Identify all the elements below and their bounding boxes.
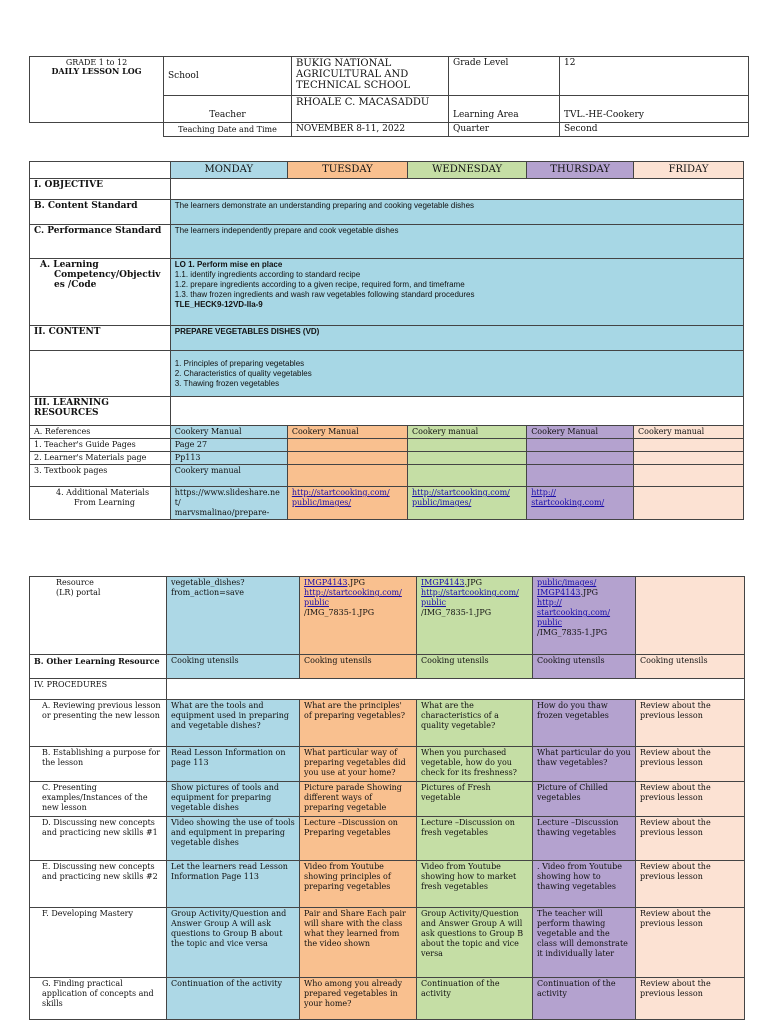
competency-cell	[170, 259, 743, 326]
lr-wed-link1[interactable]: IMGP4143	[421, 578, 465, 587]
procedure-e-wednesday: Video from Youtube showing how to market fresh vegetables	[417, 861, 533, 908]
procedure-f-tuesday: Pair and Share Each pair will share with the class what they learned from the video shown	[300, 908, 417, 978]
objective-label: I. OBJECTIVE	[30, 179, 171, 200]
lr-tue-line4: /IMG_7835-1.JPG	[304, 608, 375, 617]
area-value: TVL.-HE-Cookery	[560, 96, 749, 123]
procedure-g-friday: Review about the previous lesson	[636, 978, 745, 1020]
procedure-c-tuesday: Picture parade Showing different ways of preparing vegetable	[300, 782, 417, 817]
procedure-f-friday: Review about the previous lesson	[636, 908, 745, 978]
competency-code: TLE_HECK9-12VD-IIa-9	[174, 300, 263, 309]
procedure-g-wednesday: Continuation of the activity	[417, 978, 533, 1020]
grade-label: Grade Level	[449, 57, 560, 96]
tb-label: 3. Textbook pages	[30, 465, 171, 487]
procedure-b-thursday: What particular do you thaw vegetables?	[533, 747, 636, 782]
content-1: 1. Principles of preparing vegetables	[174, 358, 305, 368]
lr-label-2: (LR) portal	[56, 588, 101, 597]
school-value: BUKIG NATIONAL AGRICULTURAL AND TECHNICAL SCHOOL	[292, 57, 449, 96]
competency-3: 1.3. thaw frozen ingredients and wash raw vegetables following standard procedures	[174, 290, 475, 299]
lr-monday	[167, 577, 300, 655]
lr-wed-link3[interactable]: public	[421, 598, 446, 607]
procedure-e-thursday: . Video from Youtube showing how to thawing vegetables	[533, 861, 636, 908]
additional-wednesday	[408, 487, 527, 520]
lr-thu-link5[interactable]: public	[537, 618, 562, 627]
table-row	[30, 817, 745, 861]
additional-mon-line1: https://www.slideshare.net/	[174, 488, 280, 507]
procedure-a-thursday: How do you thaw frozen vegetables	[533, 700, 636, 747]
procedure-b-friday: Review about the previous lesson	[636, 747, 745, 782]
competency-label-text: A. Learning Competency/Objectives /Code	[40, 260, 161, 290]
lr-mon-line1: vegetable_dishes?	[171, 578, 245, 587]
other-wednesday: Cooking utensils	[417, 655, 533, 679]
day-wednesday: WEDNESDAY	[408, 162, 527, 179]
procedure-e-label: E. Discussing new concepts and practicing new skills #2	[30, 861, 167, 908]
additional-label-2: From Learning	[74, 498, 135, 507]
day-friday: FRIDAY	[634, 162, 744, 179]
content-title: PREPARE VEGETABLES DISHES (VD)	[170, 326, 743, 351]
procedures-label: IV. PROCEDURES	[30, 679, 167, 700]
procedure-b-label: B. Establishing a purpose for the lesson	[30, 747, 167, 782]
procedure-e-tuesday: Video from Youtube showing principles of preparing vegetables	[300, 861, 417, 908]
procedure-c-friday: Review about the previous lesson	[636, 782, 745, 817]
lr-thu-line6: /IMG_7835-1.JPG	[537, 628, 608, 637]
date-value: NOVEMBER 8-11, 2022	[292, 123, 449, 137]
reference-thursday: Cookery Manual	[527, 426, 634, 439]
content-2: 2. Characteristics of quality vegetables	[174, 368, 312, 378]
procedure-a-label: A. Reviewing previous lesson or presenting the new lesson	[30, 700, 167, 747]
log-title-2: DAILY LESSON LOG	[51, 66, 142, 76]
log-title-cell	[30, 57, 164, 123]
procedure-f-label: F. Developing Mastery	[30, 908, 167, 978]
lr-label-1: Resource	[56, 578, 94, 587]
lr-tue-ext1: .JPG	[347, 578, 366, 587]
header-table	[29, 56, 749, 137]
procedure-d-friday: Review about the previous lesson	[636, 817, 745, 861]
lr-tuesday	[300, 577, 417, 655]
competency-title: LO 1. Perform mise en place	[174, 260, 283, 269]
additional-tuesday	[287, 487, 407, 520]
procedure-d-monday: Video showing the use of tools and equipment in preparing vegetable dishes	[167, 817, 300, 861]
lr-thu-link2[interactable]: IMGP4143	[537, 588, 581, 597]
lr-wed-link2[interactable]: http://startcooking.com/	[421, 588, 519, 597]
content-label: II. CONTENT	[30, 326, 171, 351]
procedure-a-friday: Review about the previous lesson	[636, 700, 745, 747]
day-tuesday: TUESDAY	[287, 162, 407, 179]
lr-wed-line4: /IMG_7835-1.JPG	[421, 608, 492, 617]
quarter-value: Second	[560, 123, 749, 137]
procedure-e-friday: Review about the previous lesson	[636, 861, 745, 908]
additional-tue-link1[interactable]: http://startcooking.com/	[291, 488, 390, 497]
procedure-d-wednesday: Lecture –Discussion on fresh vegetables	[417, 817, 533, 861]
reference-monday: Cookery Manual	[170, 426, 287, 439]
tg-label: 1. Teacher's Guide Pages	[30, 439, 171, 452]
content-list	[170, 351, 743, 397]
table-row	[30, 700, 745, 747]
lr-wed-ext1: .JPG	[464, 578, 483, 587]
day-monday: MONDAY	[170, 162, 287, 179]
procedure-d-tuesday: Lecture –Discussion on Preparing vegetables	[300, 817, 417, 861]
lesson-table-page2	[29, 576, 745, 1020]
lr-thu-ext2: .JPG	[580, 588, 599, 597]
lr-thu-link4[interactable]: startcooking.com/	[537, 608, 611, 617]
competency-1: 1.1. identify ingredients according to standard recipe	[174, 270, 361, 279]
lesson-table-page1	[29, 161, 744, 520]
grade-value: 12	[560, 57, 749, 96]
lm-value: Pp113	[170, 452, 287, 465]
resources-label: III. LEARNING RESOURCES	[30, 397, 171, 426]
additional-wed-link1[interactable]: http://startcooking.com/	[412, 488, 510, 497]
lm-label: 2. Learner's Materials page	[30, 452, 171, 465]
other-thursday: Cooking utensils	[533, 655, 636, 679]
performance-standard: The learners independently prepare and cook vegetable dishes	[170, 225, 743, 259]
procedure-c-wednesday: Pictures of Fresh vegetable	[417, 782, 533, 817]
procedure-g-label: G. Finding practical application of concepts and skills	[30, 978, 167, 1020]
additional-wed-link2[interactable]: public/images/	[412, 498, 472, 507]
other-friday: Cooking utensils	[636, 655, 745, 679]
procedure-b-wednesday: When you purchased vegetable, how do you check for its freshness?	[417, 747, 533, 782]
procedure-a-monday: What are the tools and equipment used in preparing and vegetable dishes?	[167, 700, 300, 747]
area-label: Learning Area	[449, 96, 560, 123]
additional-thursday	[527, 487, 634, 520]
content-3: 3. Thawing frozen vegetables	[174, 378, 280, 388]
additional-thu-link1[interactable]: http://	[531, 488, 556, 497]
procedure-f-wednesday: Group Activity/Question and Answer Group A will ask questions to Group B about the topic and vice versa	[417, 908, 533, 978]
additional-mon-line2: marvsmalinao/prepare-	[174, 508, 270, 517]
lr-thursday	[533, 577, 636, 655]
procedure-g-monday: Continuation of the activity	[167, 978, 300, 1020]
procedure-c-thursday: Picture of Chilled vegetables	[533, 782, 636, 817]
reference-tuesday: Cookery Manual	[287, 426, 407, 439]
lr-mon-line2: from_action=save	[171, 588, 245, 597]
reference-friday: Cookery manual	[634, 426, 744, 439]
date-label: Teaching Date and Time	[164, 123, 292, 137]
table-row	[30, 978, 745, 1020]
table-row	[30, 861, 745, 908]
additional-label-1: 4. Additional Materials	[56, 488, 150, 497]
tg-value: Page 27	[170, 439, 287, 452]
procedure-f-monday: Group Activity/Question and Answer Group A will ask questions to Group B about the topic and vice versa	[167, 908, 300, 978]
lr-tue-link1[interactable]: IMGP4143	[304, 578, 348, 587]
other-tuesday: Cooking utensils	[300, 655, 417, 679]
content-standard-label: B. Content Standard	[30, 200, 171, 225]
school-label: School	[164, 57, 292, 96]
lr-tue-link2[interactable]: http://startcooking.com/	[304, 588, 402, 597]
day-thursday: THURSDAY	[527, 162, 634, 179]
teacher-value: RHOALE C. MACASADDU	[292, 96, 449, 123]
procedure-g-thursday: Continuation of the activity	[533, 978, 636, 1020]
content-standard: The learners demonstrate an understanding preparing and cooking vegetable dishes	[170, 200, 743, 225]
quarter-label: Quarter	[449, 123, 560, 137]
lr-thu-link1[interactable]: public/images/	[537, 578, 597, 587]
competency-label	[30, 259, 171, 326]
lr-thu-link3[interactable]: http://	[537, 598, 562, 607]
lr-portal-label	[30, 577, 167, 655]
references-label: A. References	[30, 426, 171, 439]
procedure-e-monday: Let the learners read Lesson Information Page 113	[167, 861, 300, 908]
log-title: GRADE 1 to 12	[65, 58, 128, 67]
procedure-a-tuesday: What are the principles' of preparing vegetables?	[300, 700, 417, 747]
procedure-c-label: C. Presenting examples/Instances of the new lesson	[30, 782, 167, 817]
procedure-b-tuesday: What particular way of preparing vegetables did you use at your home?	[300, 747, 417, 782]
procedure-a-wednesday: What are the characteristics of a quality vegetable?	[417, 700, 533, 747]
reference-wednesday: Cookery manual	[408, 426, 527, 439]
competency-2: 1.2. prepare ingredients according to a given recipe, required form, and timeframe	[174, 280, 465, 289]
procedure-b-monday: Read Lesson Information on page 113	[167, 747, 300, 782]
teacher-label: Teacher	[164, 96, 292, 123]
procedure-d-label: D. Discussing new concepts and practicing new skills #1	[30, 817, 167, 861]
procedure-f-thursday: The teacher will perform thawing vegetable and the class will demonstrate it individually later	[533, 908, 636, 978]
table-row	[30, 782, 745, 817]
lr-wednesday	[417, 577, 533, 655]
table-row	[30, 747, 745, 782]
tb-value: Cookery manual	[170, 465, 287, 487]
table-row	[30, 908, 745, 978]
procedure-c-monday: Show pictures of tools and equipment for preparing vegetable dishes	[167, 782, 300, 817]
other-resources-label: B. Other Learning Resource	[30, 655, 167, 679]
additional-thu-link2[interactable]: startcooking.com/	[531, 498, 605, 507]
additional-tue-link2[interactable]: public/images/	[291, 498, 352, 507]
performance-standard-label: C. Performance Standard	[30, 225, 171, 259]
additional-monday	[170, 487, 287, 520]
procedure-d-thursday: Lecture –Discussion thawing vegetables	[533, 817, 636, 861]
additional-materials-label	[30, 487, 171, 520]
lr-tue-link3[interactable]: public	[304, 598, 329, 607]
other-monday: Cooking utensils	[167, 655, 300, 679]
procedure-g-tuesday: Who among you already prepared vegetables in your home?	[300, 978, 417, 1020]
